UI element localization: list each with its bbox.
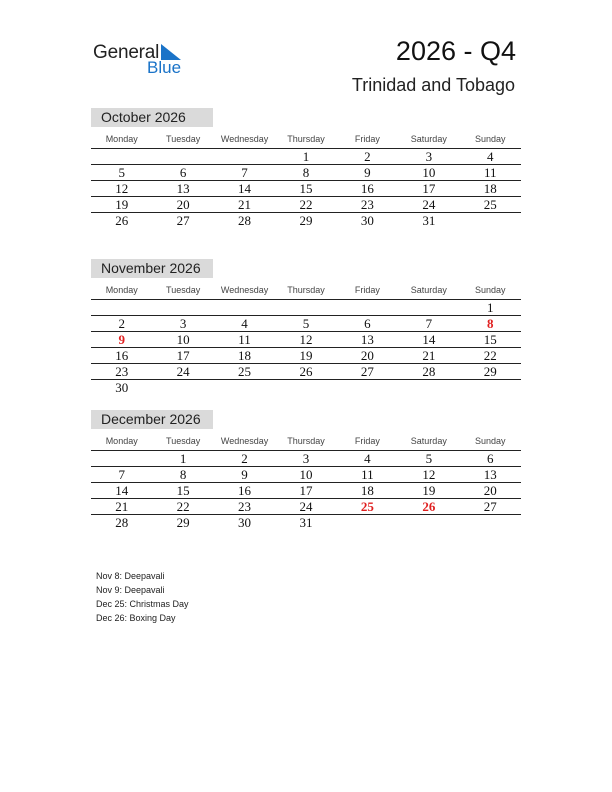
day-cell: 21 bbox=[115, 499, 129, 514]
day-cell: 26 bbox=[422, 499, 436, 514]
day-cell: 9 bbox=[118, 332, 125, 347]
day-cell: 21 bbox=[238, 197, 252, 212]
day-cell bbox=[398, 300, 459, 315]
weekday-label: Saturday bbox=[410, 436, 447, 446]
day-cell: 4 bbox=[241, 316, 248, 331]
day-cell bbox=[337, 515, 398, 531]
day-cell bbox=[214, 300, 275, 315]
day-cell bbox=[152, 300, 213, 315]
day-cell: 1 bbox=[179, 451, 187, 466]
day-cell bbox=[152, 380, 213, 396]
weekday-label: Monday bbox=[105, 134, 138, 144]
day-cell bbox=[152, 149, 213, 164]
day-cell: 25 bbox=[360, 499, 374, 514]
day-cell bbox=[337, 300, 398, 315]
month-label: December 2026 bbox=[91, 410, 213, 429]
day-cell: 13 bbox=[176, 181, 190, 196]
weekday-label: Friday bbox=[354, 436, 380, 446]
day-cell bbox=[91, 300, 152, 315]
day-cell: 17 bbox=[422, 181, 436, 196]
weekday-label: Saturday bbox=[410, 285, 447, 295]
month-label: November 2026 bbox=[91, 259, 213, 278]
day-cell: 1 bbox=[302, 149, 310, 164]
weekday-label: Tuesday bbox=[166, 134, 201, 144]
day-cell: 12 bbox=[422, 467, 436, 482]
weekday-label: Thursday bbox=[287, 134, 325, 144]
week-row bbox=[91, 332, 521, 348]
day-cell: 8 bbox=[179, 467, 187, 482]
week-row bbox=[91, 515, 521, 531]
day-cell: 24 bbox=[176, 364, 190, 379]
day-cell: 15 bbox=[176, 483, 190, 498]
month-november bbox=[91, 259, 521, 396]
weekday-label: Tuesday bbox=[166, 436, 201, 446]
week-row bbox=[91, 149, 521, 165]
day-cell: 3 bbox=[425, 149, 433, 164]
day-cell: 14 bbox=[238, 181, 252, 196]
day-cell: 5 bbox=[425, 451, 433, 466]
weekday-label: Friday bbox=[354, 285, 380, 295]
weekday-label: Saturday bbox=[410, 134, 447, 144]
weekday-label: Wednesday bbox=[220, 134, 269, 144]
day-cell: 4 bbox=[486, 149, 494, 164]
weekday-label: Tuesday bbox=[166, 285, 201, 295]
week-row bbox=[91, 499, 521, 515]
logo-general-text: General bbox=[93, 42, 160, 63]
logo-blue-text: Blue bbox=[147, 58, 182, 77]
week-row bbox=[91, 451, 521, 467]
week-row bbox=[91, 300, 521, 316]
week-row bbox=[91, 181, 521, 197]
day-cell: 9 bbox=[364, 165, 371, 180]
day-cell: 2 bbox=[364, 149, 371, 164]
day-cell bbox=[398, 515, 459, 531]
day-cell: 7 bbox=[118, 467, 125, 482]
day-cell: 8 bbox=[486, 316, 494, 331]
day-cell: 14 bbox=[115, 483, 129, 498]
day-cell: 27 bbox=[483, 499, 497, 514]
weekday-header bbox=[91, 282, 521, 299]
holiday-note: Nov 8: Deepavali bbox=[96, 571, 165, 581]
weekday-label: Monday bbox=[105, 285, 138, 295]
country-name: Trinidad and Tobago bbox=[351, 75, 515, 95]
day-cell: 23 bbox=[238, 499, 252, 514]
day-cell: 6 bbox=[486, 451, 494, 466]
day-cell: 28 bbox=[238, 213, 252, 228]
holiday-notes bbox=[96, 569, 189, 625]
weekday-label: Sunday bbox=[474, 134, 506, 144]
weekday-label: Wednesday bbox=[220, 436, 269, 446]
day-cell bbox=[214, 380, 275, 396]
week-row bbox=[91, 348, 521, 364]
day-cell: 20 bbox=[360, 348, 374, 363]
day-cell: 13 bbox=[360, 332, 374, 347]
day-cell: 16 bbox=[115, 348, 129, 363]
day-cell: 10 bbox=[299, 467, 313, 482]
logo bbox=[93, 40, 193, 80]
day-cell bbox=[460, 213, 521, 229]
holiday-note: Dec 26: Boxing Day bbox=[96, 613, 176, 623]
weekday-label: Friday bbox=[354, 134, 380, 144]
day-cell: 14 bbox=[422, 332, 436, 347]
day-cell: 25 bbox=[238, 364, 252, 379]
day-cell: 31 bbox=[299, 515, 313, 530]
day-cell: 19 bbox=[422, 483, 436, 498]
day-cell bbox=[460, 515, 521, 531]
day-cell: 9 bbox=[241, 467, 248, 482]
day-cell: 26 bbox=[299, 364, 313, 379]
holiday-note: Nov 9: Deepavali bbox=[96, 585, 165, 595]
weekday-label: Monday bbox=[105, 436, 138, 446]
day-cell: 19 bbox=[115, 197, 129, 212]
day-cell: 6 bbox=[179, 165, 187, 180]
weekday-label: Sunday bbox=[474, 436, 506, 446]
day-cell bbox=[398, 380, 459, 396]
day-cell: 24 bbox=[422, 197, 436, 212]
month-weeks bbox=[91, 148, 521, 229]
day-cell: 27 bbox=[360, 364, 374, 379]
week-row bbox=[91, 316, 521, 332]
day-cell: 7 bbox=[241, 165, 248, 180]
day-cell: 2 bbox=[118, 316, 125, 331]
day-cell: 6 bbox=[364, 316, 371, 331]
day-cell: 18 bbox=[483, 181, 497, 196]
week-row bbox=[91, 364, 521, 380]
weekday-header bbox=[91, 433, 521, 450]
day-cell: 1 bbox=[486, 300, 494, 315]
month-weeks bbox=[91, 299, 521, 396]
day-cell: 29 bbox=[299, 213, 313, 228]
month-december bbox=[91, 410, 521, 531]
day-cell: 30 bbox=[238, 515, 252, 530]
weekday-label: Thursday bbox=[287, 285, 325, 295]
day-cell: 22 bbox=[299, 197, 313, 212]
page-title: 2026 - Q4 bbox=[395, 36, 516, 66]
weekday-label: Sunday bbox=[474, 285, 506, 295]
day-cell: 20 bbox=[483, 483, 497, 498]
week-row bbox=[91, 197, 521, 213]
weekday-header bbox=[91, 131, 521, 148]
day-cell: 16 bbox=[238, 483, 252, 498]
day-cell: 18 bbox=[360, 483, 374, 498]
month-label: October 2026 bbox=[91, 108, 213, 127]
week-row bbox=[91, 483, 521, 499]
day-cell: 11 bbox=[483, 165, 497, 180]
week-row bbox=[91, 213, 521, 229]
day-cell: 23 bbox=[360, 197, 374, 212]
week-row bbox=[91, 165, 521, 181]
day-cell: 25 bbox=[483, 197, 497, 212]
day-cell: 22 bbox=[176, 499, 190, 514]
day-cell: 3 bbox=[302, 451, 310, 466]
month-weeks bbox=[91, 450, 521, 531]
week-row bbox=[91, 380, 521, 396]
day-cell: 8 bbox=[302, 165, 310, 180]
day-cell: 21 bbox=[422, 348, 436, 363]
day-cell: 24 bbox=[299, 499, 313, 514]
day-cell: 18 bbox=[238, 348, 252, 363]
day-cell: 28 bbox=[115, 515, 129, 530]
day-cell: 20 bbox=[176, 197, 190, 212]
day-cell: 3 bbox=[179, 316, 187, 331]
day-cell: 11 bbox=[238, 332, 251, 347]
day-cell: 29 bbox=[483, 364, 497, 379]
day-cell bbox=[91, 149, 152, 164]
day-cell: 12 bbox=[115, 181, 129, 196]
day-cell: 5 bbox=[118, 165, 125, 180]
day-cell: 10 bbox=[176, 332, 190, 347]
day-cell: 2 bbox=[241, 451, 248, 466]
day-cell: 4 bbox=[364, 451, 371, 466]
day-cell: 12 bbox=[299, 332, 313, 347]
day-cell: 15 bbox=[483, 332, 497, 347]
week-row bbox=[91, 467, 521, 483]
weekday-label: Wednesday bbox=[220, 285, 269, 295]
day-cell: 15 bbox=[299, 181, 313, 196]
holiday-note: Dec 25: Christmas Day bbox=[96, 599, 189, 609]
day-cell: 30 bbox=[360, 213, 374, 228]
weekday-label: Thursday bbox=[287, 436, 325, 446]
day-cell: 27 bbox=[176, 213, 190, 228]
day-cell: 11 bbox=[361, 467, 374, 482]
day-cell bbox=[460, 380, 521, 396]
month-october bbox=[91, 108, 521, 229]
day-cell: 17 bbox=[299, 483, 313, 498]
day-cell: 17 bbox=[176, 348, 190, 363]
day-cell bbox=[275, 380, 336, 396]
day-cell: 28 bbox=[422, 364, 436, 379]
day-cell: 23 bbox=[115, 364, 129, 379]
day-cell: 26 bbox=[115, 213, 129, 228]
day-cell: 16 bbox=[360, 181, 374, 196]
day-cell bbox=[337, 380, 398, 396]
day-cell bbox=[275, 300, 336, 315]
day-cell bbox=[91, 451, 152, 466]
day-cell: 7 bbox=[425, 316, 433, 331]
day-cell bbox=[214, 149, 275, 164]
day-cell: 30 bbox=[115, 380, 129, 395]
day-cell: 13 bbox=[483, 467, 497, 482]
day-cell: 10 bbox=[422, 165, 436, 180]
day-cell: 31 bbox=[422, 213, 436, 228]
day-cell: 19 bbox=[299, 348, 313, 363]
day-cell: 22 bbox=[483, 348, 497, 363]
day-cell: 5 bbox=[302, 316, 310, 331]
day-cell: 29 bbox=[176, 515, 190, 530]
